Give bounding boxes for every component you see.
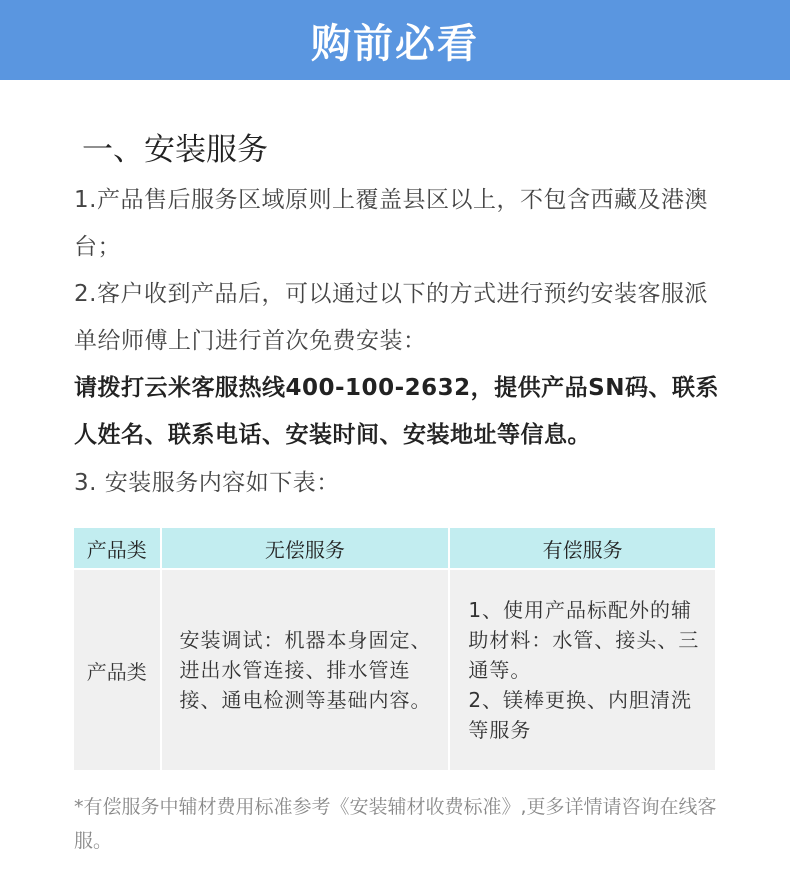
free-service-text: 安装调试：机器本身固定、进出水管连接、排水管连接、通电检测等基础内容。 xyxy=(179,628,432,712)
table-cell-paid-service xyxy=(450,570,715,770)
paragraph-service-area: 1.产品售后服务区域原则上覆盖县区以上，不包含西藏及港澳台； xyxy=(74,187,708,260)
table-header-row xyxy=(74,528,715,568)
table-row xyxy=(74,570,715,770)
paragraph-booking-method: 2.客户收到产品后，可以通过以下的方式进行预约安装客服派单给师傅上门进行首次免费安装： xyxy=(74,281,708,354)
section-title: 一、安装服务 xyxy=(82,132,268,168)
table-header-free-service: 无偿服务 xyxy=(162,528,449,568)
table-cell-free-service xyxy=(162,570,449,770)
paragraph-hotline-info: 请拨打云米客服热线400-100-2632，提供产品SN码、联系人姓名、联系电话、安装时间、安装地址等信息。 xyxy=(74,375,719,448)
footnote: *有偿服务中辅材费用标准参考《安装辅材收费标准》,更多详情请咨询在线客服。 xyxy=(74,796,717,852)
paragraph-table-intro: 3. 安装服务内容如下表： xyxy=(74,470,340,496)
table-header-paid-service: 有偿服务 xyxy=(450,528,715,568)
page-title: 购前必看 xyxy=(311,20,479,67)
paid-service-text-2: 2、镁棒更换、内胆清洗等服务 xyxy=(468,688,693,742)
service-table xyxy=(72,526,717,772)
table-cell-category: 产品类 xyxy=(74,570,160,770)
header-banner xyxy=(0,0,790,80)
paid-service-text-1: 1、使用产品标配外的辅助材料：水管、接头、三通等。 xyxy=(468,598,700,682)
table-header-category: 产品类 xyxy=(74,528,160,568)
